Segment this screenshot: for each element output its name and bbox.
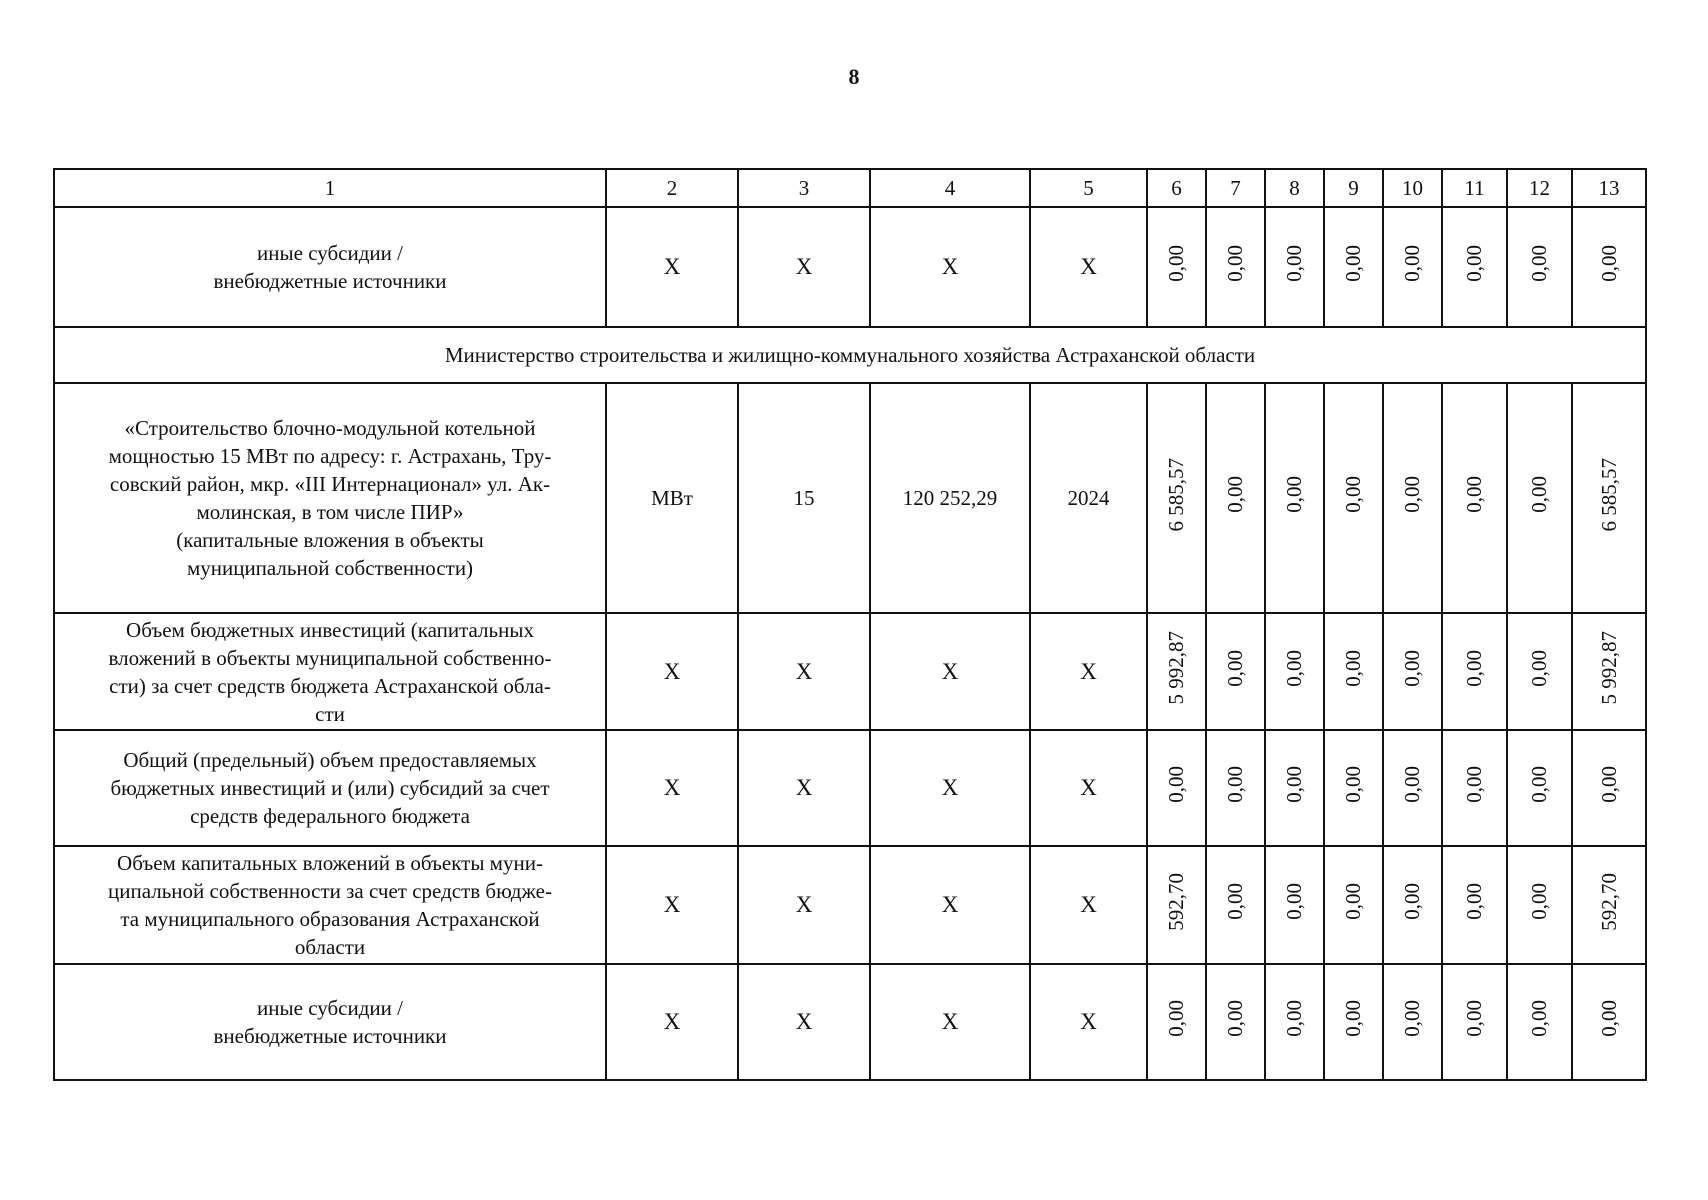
row-name-line: Общий (предельный) объем предоставляемых xyxy=(123,748,537,772)
value-text: 0,00 xyxy=(1462,476,1486,513)
value-text: 592,70 xyxy=(1596,872,1621,931)
value-text: 0,00 xyxy=(1223,1000,1247,1037)
cell-col-5: X xyxy=(1030,964,1147,1080)
value-text: 592,70 xyxy=(1164,872,1188,931)
value-cell-col-12 xyxy=(1507,613,1572,730)
value-cell-col-9 xyxy=(1324,207,1383,327)
row-name-line: мощностью 15 МВт по адресу: г. Астрахань, Тру- xyxy=(108,444,552,468)
value-text: 0,00 xyxy=(1527,649,1551,687)
cell-col-3: X xyxy=(738,730,870,846)
row-name xyxy=(54,613,606,730)
value-text: 0,00 xyxy=(1596,766,1621,803)
value-text: 0,00 xyxy=(1223,766,1247,803)
value-cell-col-12 xyxy=(1507,846,1572,964)
value-cell-col-8 xyxy=(1265,964,1324,1080)
row-name-line: муниципальной собственности) xyxy=(186,556,474,580)
cell-col-4: X xyxy=(870,613,1030,730)
row-name-line: ципальной собственности за счет средств бюдже- xyxy=(108,879,552,903)
budget-table xyxy=(53,168,1647,1081)
value-text: 5 992,87 xyxy=(1596,631,1621,705)
value-text: 0,00 xyxy=(1596,1000,1621,1037)
value-cell-col-8 xyxy=(1265,730,1324,846)
cell-col-4: 120 252,29 xyxy=(870,383,1030,613)
value-cell-col-12 xyxy=(1507,964,1572,1080)
value-text: 0,00 xyxy=(1400,245,1424,282)
cell-col-3: X xyxy=(738,613,870,730)
value-cell-col-6 xyxy=(1147,846,1206,964)
value-text: 0,00 xyxy=(1341,1000,1365,1037)
table-row xyxy=(54,207,1646,327)
header-cell: 9 xyxy=(1324,169,1383,207)
value-cell-col-7 xyxy=(1206,207,1265,327)
value-cell-col-7 xyxy=(1206,613,1265,730)
value-cell-col-13 xyxy=(1572,964,1646,1080)
value-text: 0,00 xyxy=(1400,1000,1424,1037)
header-cell: 1 xyxy=(54,169,606,207)
row-name-line: иные субсидии / xyxy=(257,996,403,1020)
value-text: 0,00 xyxy=(1527,766,1551,803)
cell-col-5: 2024 xyxy=(1030,383,1147,613)
value-text: 0,00 xyxy=(1527,476,1551,513)
value-text: 0,00 xyxy=(1400,883,1424,920)
value-cell-col-6 xyxy=(1147,730,1206,846)
table-row xyxy=(54,730,1646,846)
value-cell-col-8 xyxy=(1265,383,1324,613)
value-text: 0,00 xyxy=(1462,245,1486,282)
value-text: 0,00 xyxy=(1527,245,1551,282)
value-cell-col-7 xyxy=(1206,964,1265,1080)
value-cell-col-10 xyxy=(1383,207,1442,327)
value-text: 6 585,57 xyxy=(1164,457,1188,532)
value-cell-col-6 xyxy=(1147,383,1206,613)
value-text: 0,00 xyxy=(1341,476,1365,513)
value-cell-col-10 xyxy=(1383,613,1442,730)
value-cell-col-10 xyxy=(1383,964,1442,1080)
value-text: 0,00 xyxy=(1282,766,1306,803)
cell-col-3: X xyxy=(738,207,870,327)
cell-col-2: X xyxy=(606,207,738,327)
value-text: 0,00 xyxy=(1282,649,1306,687)
value-text: 0,00 xyxy=(1462,649,1486,687)
value-cell-col-8 xyxy=(1265,846,1324,964)
value-cell-col-6 xyxy=(1147,207,1206,327)
value-cell-col-13 xyxy=(1572,383,1646,613)
value-cell-col-13 xyxy=(1572,613,1646,730)
cell-col-2: X xyxy=(606,730,738,846)
value-text: 0,00 xyxy=(1164,766,1188,803)
header-cell: 10 xyxy=(1383,169,1442,207)
value-text: 0,00 xyxy=(1282,883,1306,920)
row-name xyxy=(54,383,606,613)
row-name-line: вложений в объекты муниципальной собственно- xyxy=(108,645,552,670)
value-text: 0,00 xyxy=(1462,883,1486,920)
value-cell-col-9 xyxy=(1324,383,1383,613)
value-text: 0,00 xyxy=(1223,245,1247,282)
row-name xyxy=(54,846,606,964)
value-text: 0,00 xyxy=(1462,766,1486,803)
header-cell: 13 xyxy=(1572,169,1646,207)
row-name xyxy=(54,730,606,846)
row-name-line: Объем капитальных вложений в объекты муни- xyxy=(117,851,543,875)
value-cell-col-9 xyxy=(1324,846,1383,964)
value-cell-col-11 xyxy=(1442,207,1507,327)
row-name-line: молинская, в том числе ПИР» xyxy=(196,500,464,524)
value-cell-col-11 xyxy=(1442,964,1507,1080)
value-cell-col-11 xyxy=(1442,613,1507,730)
cell-col-4: X xyxy=(870,846,1030,964)
value-cell-col-9 xyxy=(1324,613,1383,730)
value-cell-col-8 xyxy=(1265,207,1324,327)
value-cell-col-12 xyxy=(1507,383,1572,613)
header-row xyxy=(54,169,1646,207)
value-cell-col-13 xyxy=(1572,207,1646,327)
value-cell-col-13 xyxy=(1572,730,1646,846)
row-name-line: (капитальные вложения в объекты xyxy=(176,528,484,552)
value-text: 0,00 xyxy=(1527,883,1551,920)
header-cell: 6 xyxy=(1147,169,1206,207)
value-text: 0,00 xyxy=(1164,1000,1188,1037)
value-cell-col-9 xyxy=(1324,964,1383,1080)
cell-col-3: X xyxy=(738,846,870,964)
value-text: 0,00 xyxy=(1282,476,1306,513)
cell-col-4: X xyxy=(870,730,1030,846)
cell-col-4: X xyxy=(870,964,1030,1080)
value-cell-col-11 xyxy=(1442,383,1507,613)
cell-col-2: X xyxy=(606,613,738,730)
header-cell: 2 xyxy=(606,169,738,207)
section-title: Министерство строительства и жилищно-коммунального хозяйства Астраханской области xyxy=(54,327,1646,383)
row-name xyxy=(54,207,606,327)
row-name-line: сти xyxy=(315,701,345,726)
cell-col-5: X xyxy=(1030,207,1147,327)
value-cell-col-13 xyxy=(1572,846,1646,964)
value-text: 0,00 xyxy=(1596,245,1621,282)
row-name-line: внебюджетные источники xyxy=(213,269,447,293)
value-text: 0,00 xyxy=(1400,766,1424,803)
value-cell-col-8 xyxy=(1265,613,1324,730)
value-text: 0,00 xyxy=(1400,476,1424,513)
value-cell-col-11 xyxy=(1442,846,1507,964)
value-cell-col-7 xyxy=(1206,846,1265,964)
row-name xyxy=(54,964,606,1080)
table-row xyxy=(54,846,1646,964)
cell-col-4: X xyxy=(870,207,1030,327)
header-cell: 3 xyxy=(738,169,870,207)
row-name-line: внебюджетные источники xyxy=(213,1024,447,1048)
cell-col-5: X xyxy=(1030,846,1147,964)
header-cell: 5 xyxy=(1030,169,1147,207)
value-cell-col-7 xyxy=(1206,730,1265,846)
header-cell: 4 xyxy=(870,169,1030,207)
row-name-line: сти) за счет средств бюджета Астраханской обла- xyxy=(109,673,551,698)
cell-col-2: X xyxy=(606,964,738,1080)
value-cell-col-10 xyxy=(1383,846,1442,964)
page-number: 8 xyxy=(848,64,860,89)
section-row xyxy=(54,327,1646,383)
row-name-line: области xyxy=(294,935,366,959)
value-cell-col-12 xyxy=(1507,207,1572,327)
row-name-line: совский район, мкр. «III Интернационал» ул. Ак- xyxy=(109,472,551,496)
value-text: 0,00 xyxy=(1462,1000,1486,1037)
value-cell-col-7 xyxy=(1206,383,1265,613)
cell-col-2: МВт xyxy=(606,383,738,613)
value-text: 0,00 xyxy=(1282,245,1306,282)
cell-col-5: X xyxy=(1030,613,1147,730)
value-cell-col-6 xyxy=(1147,613,1206,730)
value-text: 0,00 xyxy=(1282,1000,1306,1037)
table-row xyxy=(54,613,1646,730)
value-cell-col-10 xyxy=(1383,730,1442,846)
row-name-line: Объем бюджетных инвестиций (капитальных xyxy=(126,617,534,642)
header-cell: 11 xyxy=(1442,169,1507,207)
row-name-line: «Строительство блочно-модульной котельной xyxy=(124,416,536,440)
value-text: 0,00 xyxy=(1164,245,1188,282)
table-row xyxy=(54,964,1646,1080)
value-text: 0,00 xyxy=(1341,883,1365,920)
value-cell-col-9 xyxy=(1324,730,1383,846)
header-cell: 7 xyxy=(1206,169,1265,207)
header-cell: 8 xyxy=(1265,169,1324,207)
cell-col-3: X xyxy=(738,964,870,1080)
value-text: 0,00 xyxy=(1223,883,1247,920)
value-cell-col-6 xyxy=(1147,964,1206,1080)
header-cell: 12 xyxy=(1507,169,1572,207)
value-text: 0,00 xyxy=(1223,476,1247,513)
cell-col-3: 15 xyxy=(738,383,870,613)
cell-col-5: X xyxy=(1030,730,1147,846)
value-text: 0,00 xyxy=(1223,649,1247,687)
value-cell-col-10 xyxy=(1383,383,1442,613)
value-cell-col-11 xyxy=(1442,730,1507,846)
value-text: 0,00 xyxy=(1400,649,1424,687)
value-text: 0,00 xyxy=(1341,649,1365,687)
value-text: 6 585,57 xyxy=(1596,457,1621,532)
cell-col-2: X xyxy=(606,846,738,964)
value-cell-col-12 xyxy=(1507,730,1572,846)
value-text: 0,00 xyxy=(1341,245,1365,282)
row-name-line: средств федерального бюджета xyxy=(190,804,470,828)
table-row xyxy=(54,383,1646,613)
value-text: 5 992,87 xyxy=(1164,631,1188,705)
value-text: 0,00 xyxy=(1341,766,1365,803)
value-text: 0,00 xyxy=(1527,1000,1551,1037)
row-name-line: та муниципального образования Астраханской xyxy=(120,907,540,931)
row-name-line: бюджетных инвестиций и (или) субсидий за счет xyxy=(110,776,550,800)
row-name-line: иные субсидии / xyxy=(257,241,403,265)
